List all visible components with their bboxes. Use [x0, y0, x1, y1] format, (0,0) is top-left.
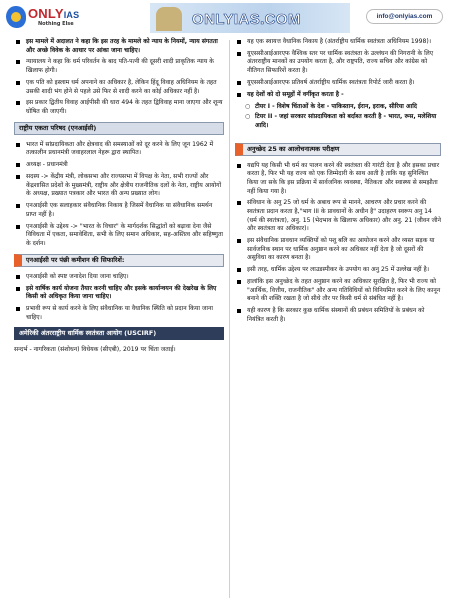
list-item: यूएससीआईआरएफ वैश्विक स्तर पर धार्मिक स्वतंत्रता के उल्लंघन की निगरानी के लिए अंतरराष्ट्रीय मानकों का उपयोग करता है, और राष्ट्रपति, राज्य सचिव और कांग्रेस को नीतिगत सिफारिशें करता है। [235, 50, 441, 76]
logo-tagline: Nothing Else [38, 21, 74, 27]
list-item: यह एक स्वायत्त वैधानिक निकाय है (अंतर्राष्ट्रीय धार्मिक स्वतंत्रता अधिनियम 1998)। [235, 38, 441, 47]
list-item: यूएससीआईआरएफ प्रतिवर्ष अंतर्राष्ट्रीय धार्मिक स्वतंत्रता रिपोर्ट जारी करता है। [235, 79, 441, 88]
article25-heading: अनुच्छेद 25 का आलोचनात्मक परीक्षण [235, 143, 441, 156]
nic-list [14, 141, 224, 249]
list-item: यद्यपि यह किसी भी धर्म का पालन करने की स्वतंत्रता की गारंटी देता है और इसका प्रचार करता है, फिर भी यह राज्य को एक जिम्मेदारी के साथ आती है ताकि यह सुनिश्चित किया जा सके कि इस प्रक्रिया में सार्वजनिक व्यवस्था, नैतिकता और स्वास्थ्य से समझौता नहीं किया गया है। [235, 162, 441, 197]
list-item: भारत में सांप्रदायिकता और क्षेत्रवाद की समस्याओं को दूर करने के लिए जून 1962 में तत्कालीन प्रधानमंत्री जवाहरलाल नेहरू द्वारा स्थापित। [14, 141, 224, 158]
tier-item: ○ टियर II - जहां सरकार सांप्रदायिकता को बर्दाश्त करती है - भारत, रूस, मलेशिया आदि। [235, 113, 441, 130]
list-item: इस मामले में अदालत ने कहा कि इस तरह के मामले को न्याय के नियमों, न्याय संगतता और अच्छे विवेक के आधार पर आंका जाना चाहिए। [14, 38, 224, 55]
tier-item: ○ टीयर I - विशेष चिंताओं के देश - पाकिस्तान, ईरान, इराक, सीरिया आदि [235, 103, 441, 112]
list-item: इसे वार्षिक कार्य योजना तैयार करनी चाहिए और इसके कार्यान्वयन की देखरेख के लिए किसी को अधिकृत किया जाना चाहिए। [14, 285, 224, 302]
list-item: इस प्रकार द्वितीय विवाह आईपीसी की धारा 494 के तहत द्विविवाह माना जाएगा और शून्य घोषित की जाएगी। [14, 99, 224, 116]
intro-list [14, 38, 224, 117]
contact-email[interactable]: info@onlyias.com [366, 9, 443, 24]
site-banner [150, 3, 350, 33]
logo-emblem-icon [6, 6, 26, 28]
list-item: इसी तरह, धार्मिक उद्देश्य पर लाउडस्पीकर के उपयोग का अनु 25 में उल्लेख नहीं है। [235, 266, 441, 275]
list-item: एनआईसी को स्पष्ट जनादेश दिया जाना चाहिए। [14, 273, 224, 282]
left-column [14, 38, 224, 355]
list-item: इस संवैधानिक प्रावधान व्यक्तियों को पशु बलि का आयोजन करने और व्यस्त सड़क या सार्वजनिक स्थान पर धार्मिक अनुष्ठान करने का अधिकार नहीं देता है जो दूसरों की असुविधा का कारण बनता है। [235, 237, 441, 263]
logo-text: ONLYIAS [28, 6, 80, 21]
punchhi-list [14, 273, 224, 323]
banner-title: ONLYIAS.COM [192, 11, 301, 28]
list-item: यही कारण है कि सरकार कुछ धार्मिक संस्थानों की प्रबंधन समितियों के प्रबंधन को नियंत्रित करती है। [235, 307, 441, 324]
uscirf-heading: अमेरिकी अंतरराष्ट्रीय धार्मिक स्वतंत्रता आयोग (USCIRF) [14, 327, 224, 340]
list-item: न्यायालय ने कहा कि धर्म परिवर्तन के बाद पति-पत्नी की दूसरी शादी प्राकृतिक न्याय के खिलाफ होगी। [14, 58, 224, 75]
list-item: सदस्य -> केंद्रीय मंत्री, लोकसभा और राज्यसभा में विपक्ष के नेता, सभी राज्यों और केंद्रशासित प्रदेशों के मुख्यमंत्री, राष्ट्रीय और क्षेत्रीय राजनीतिक दलों के नेता, राष्ट्रीय आयोगों के अध्यक्ष, प्रख्यात पत्रकार और भारत की अन्य प्रख्यात लोग। [14, 173, 224, 199]
punchhi-heading: एनआईसी पर पंछी कमीशन की सिफारिशें: [14, 254, 224, 267]
right-column [235, 38, 441, 328]
page-header [0, 0, 449, 35]
uscirf-context: सन्दर्भ - नागरिकता (संशोधन) विधेयक (सीएबी), 2019 पर चिंता जताई। [14, 346, 176, 354]
list-item: प्रभावी रूप से कार्य करने के लिए संवैधानिक या वैधानिक स्थिति को प्रदान किया जाना चाहिए। [14, 305, 224, 322]
list-item: अध्यक्ष - प्रधानमंत्री [14, 161, 224, 170]
list-item: एनआईसी के उद्देश्य -> "भारत के विचार" के मार्गदर्शक सिद्धांतों को बढ़ावा देना जैसे विविधता में एकता, समावेशिता, सभी के लिए समान अधिकार, सह-अस्तित्व और सहिष्णुता के दर्शन। [14, 223, 224, 249]
list-item: हालांकि इस अनुच्छेद के तहत अनुष्ठान करने का अधिकार सुरक्षित है, फिर भी राज्य को "आर्थिक, वित्तीय, राजनीतिक" और अन्य गतिविधियों को विनियमित करने के लिए कानून बनाने की शक्ति रखता है जो सीधे तौर पर किसी धर्म से संबंधित नहीं है। [235, 278, 441, 304]
list-item: एक पति को इस्लाम धर्म अपनाने का अधिकार है, लेकिन हिंदू विवाह अधिनियम के तहत उसकी शादी भंग होने से पहले उसे फिर से शादी करने का कोई अधिकार नहीं है। [14, 79, 224, 96]
list-item: एनआईसी एक सलाहकार संवैधानिक निकाय है जिसमें वैधानिक या संवैधानिक समर्थन प्राप्त नहीं है। [14, 202, 224, 219]
column-divider [229, 40, 230, 598]
uscirf-list [235, 38, 441, 99]
list-item: संविधान के अनु 25 जो धर्म के अबाध रूप से मानने, आचरण और प्रचार करने की स्वतंत्रता प्रदान करता है,"भाग III के प्रावधानों के अधीन है" उदाहरण स्वरूप अनु 14 (धर्म की स्वतंत्रता), अनु. 15 (भेदभाव के खिलाफ अधिकार) और अनु. 21 (जीवन जीने और स्वतंत्रता का अधिकार)। [235, 199, 441, 234]
parliament-building-icon [156, 7, 182, 31]
article25-list [235, 162, 441, 325]
onlyias-logo[interactable] [6, 4, 80, 31]
nic-heading: राष्ट्रीय एकता परिषद (एनआईसी) [14, 122, 224, 135]
list-item: यह देशों को दो समूहों में वर्गीकृत करता है - [235, 91, 441, 100]
